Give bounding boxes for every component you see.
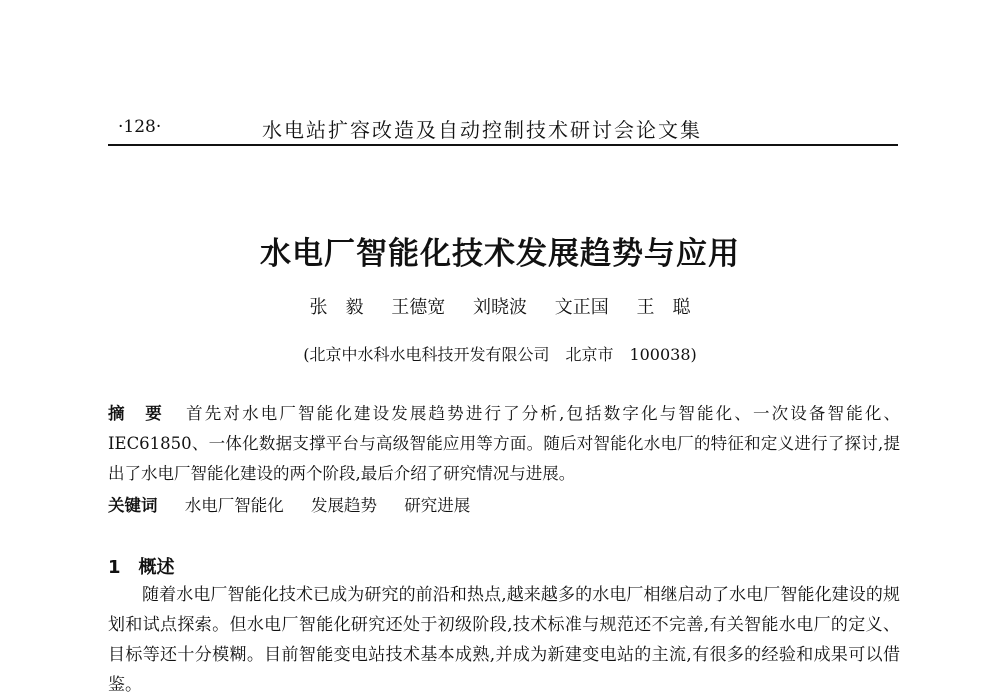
affiliation: (北京中水科水电科技开发有限公司 北京市 100038) [303, 345, 697, 364]
keyword: 研究进展 [404, 496, 471, 515]
author: 王 聪 [636, 297, 691, 318]
author: 张 毅 [309, 297, 364, 318]
page-number: ·128· [118, 117, 162, 137]
abstract [108, 399, 900, 489]
author: 刘晓波 [473, 297, 527, 318]
section-number: 1 [108, 557, 121, 578]
abstract-text: 首先对水电厂智能化建设发展趋势进行了分析,包括数字化与智能化、一次设备智能化、IEC61850、一体化数据支撑平台与高级智能应用等方面。随后对智能化水电厂的特征和定义进行了探讨,提出了水电厂智能化建设的两个阶段,最后介绍了研究情况与进展。 [108, 404, 900, 483]
author: 文正国 [554, 297, 609, 318]
running-title: 水电站扩容改造及自动控制技术研讨会论文集 [262, 118, 702, 142]
section-title: 概述 [138, 557, 175, 578]
paper-title: 水电厂智能化技术发展趋势与应用 [260, 236, 740, 272]
author: 王德宽 [391, 297, 446, 318]
author-list [0, 293, 1000, 319]
keyword: 水电厂智能化 [184, 496, 284, 515]
header-rule [108, 144, 898, 146]
body-paragraph: 随着水电厂智能化技术已成为研究的前沿和热点,越来越多的水电厂相继启动了水电厂智能化建设的规划和试点探索。但水电厂智能化研究还处于初级阶段,技术标准与规范还不完善,有关智能水电厂的定义、目标等还十分模糊。目前智能变电站技术基本成熟,并成为新建变电站的主流,有很多的经验和成果可以借鉴。 [108, 585, 900, 695]
keywords [108, 492, 470, 516]
keyword: 发展趋势 [311, 496, 377, 515]
section-heading [108, 553, 175, 579]
abstract-label: 摘 要 [108, 404, 164, 423]
keywords-label: 关键词 [108, 496, 158, 515]
